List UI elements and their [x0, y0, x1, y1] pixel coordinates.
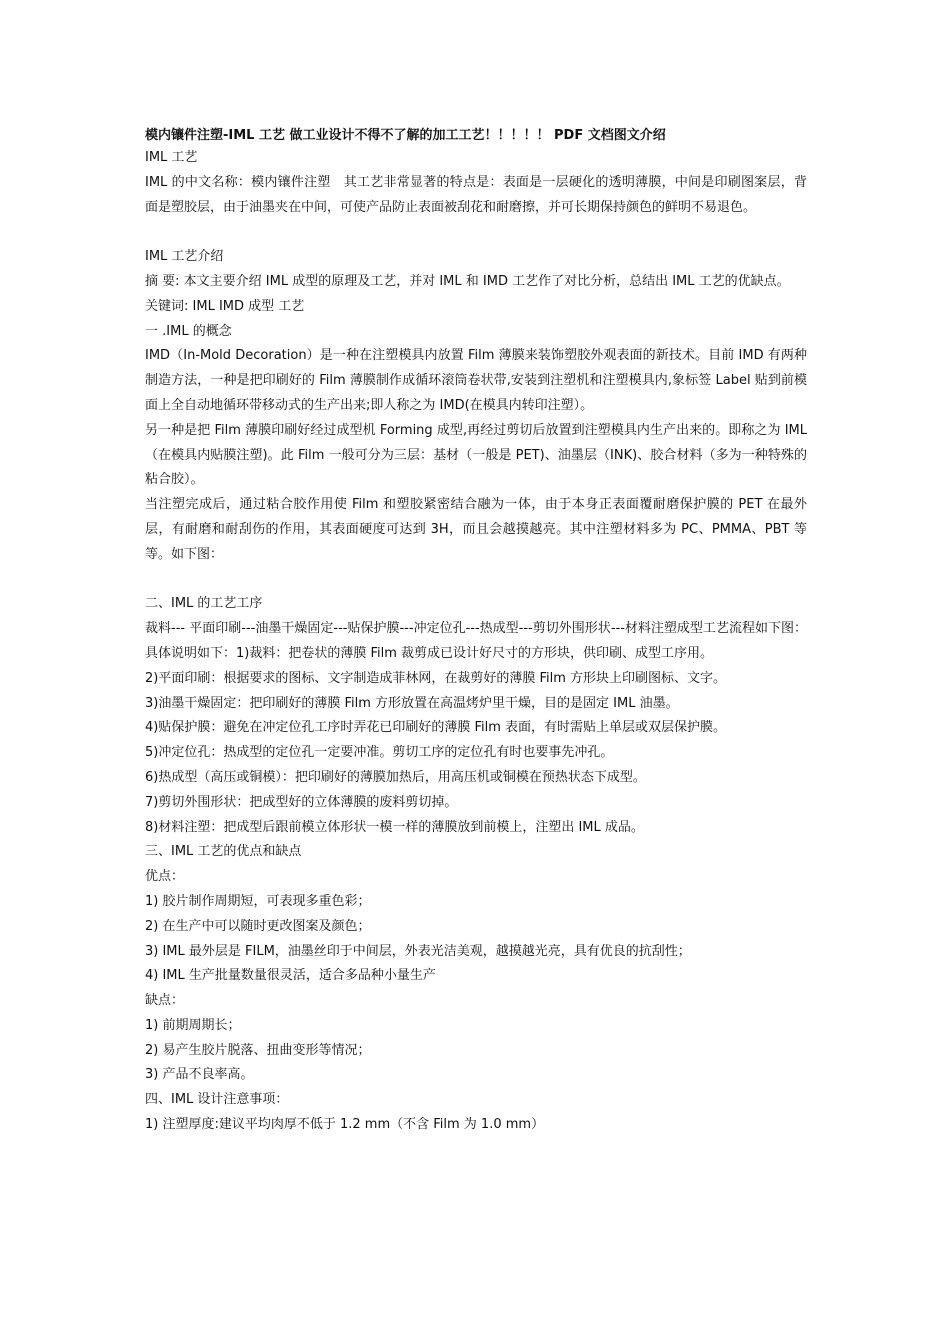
- cons-label: 缺点：: [145, 993, 185, 1009]
- section-heading-iml: IML 工艺: [145, 150, 198, 165]
- pros-cons-heading: 三、IML 工艺的优点和缺点: [145, 844, 302, 860]
- process-step: 8)材料注塑：把成型后跟前模立体形状一模一样的薄膜放到前模上，注塑出 IML 成品。: [145, 819, 644, 835]
- process-step: 5)冲定位孔：热成型的定位孔一定要冲准。剪切工序的定位孔有时也要事先冲孔。: [145, 745, 614, 761]
- bonding-paragraph: 当注塑完成后，通过粘合胶作用使 Film 和塑胶紧密结合融为一体，由于本身正表面覆耐磨保护膜的 PET 在最外层，有耐磨和耐刮伤的作用，其表面硬度可达到 3H，而且会越摸越亮。其中注塑材料多为 PC、PMMA、PBT 等等。如下图：: [145, 497, 807, 562]
- spacer: [145, 220, 807, 245]
- imd-paragraph: IMD（In-Mold Decoration）是一种在注塑模具内放置 Film 薄膜来装饰塑胶外观表面的新技术。目前 IMD 有两种制造方法，一种是把印刷好的 Film 薄膜制作成循环滚筒卷状带,安装到注塑机和注塑模具内,象标签 Label 贴到前模面上全自动地循环带移动式的生产出来;即人称之为 IMD(在模具内转印注塑）。: [145, 348, 807, 413]
- keywords-line: 关键词: IML IMD 成型 工艺: [145, 298, 305, 314]
- process-step: 4)贴保护膜：避免在冲定位孔工序时弄花已印刷好的薄膜 Film 表面，有时需贴上单层或双层保护膜。: [145, 720, 727, 736]
- design-note-item: 1) 注塑厚度:建议平均肉厚不低于 1.2 mm（不含 Film 为 1.0 mm）: [145, 1117, 545, 1133]
- process-step: 7)剪切外围形状：把成型好的立体薄膜的废料剪切掉。: [145, 794, 458, 810]
- concept-heading: 一 .IML 的概念: [145, 323, 232, 339]
- process-step: 裁料--- 平面印刷---油墨干燥固定---贴保护膜---冲定位孔---热成型---剪切外围形状---材料注塑成型工艺流程如下图：具体说明如下：1)裁料：把卷状的薄膜 Film 裁剪成已设计好尺寸的方形块，供印刷、成型工序用。: [145, 621, 807, 661]
- process-step: 6)热成型（高压或铜模）：把印刷好的薄膜加热后，用高压机或铜模在预热状态下成型。: [145, 769, 646, 785]
- cons-item: 2) 易产生胶片脱落、扭曲变形等情况；: [145, 1042, 371, 1058]
- cons-item: 3) 产品不良率高。: [145, 1067, 254, 1083]
- process-step: 2)平面印刷：根据要求的图标、文字制造成菲林网，在裁剪好的薄膜 Film 方形块上印刷图标、文字。: [145, 670, 727, 686]
- iml-method-paragraph: 另一种是把 Film 薄膜印刷好经过成型机 Forming 成型,再经过剪切后放置到注塑模具内生产出来的。即称之为 IML（在模具内贴膜注塑)。此 Film 一般可分为三层：基材（一般是 PET)、油墨层（INK)、胶合材料（多为一种特殊的粘合胶）。: [145, 422, 807, 488]
- iml-definition-paragraph: IML 的中文名称：模内镶件注塑 其工艺非常显著的特点是：表面是一层硬化的透明薄膜，中间是印刷图案层，背面是塑胶层，由于油墨夹在中间，可使产品防止表面被刮花和耐磨擦，并可长期保持颜色的鲜明不易退色。: [145, 174, 807, 215]
- cons-item: 1) 前期周期长；: [145, 1017, 241, 1033]
- pros-item: 2) 在生产中可以随时更改图案及颜色；: [145, 918, 371, 934]
- spacer: [145, 568, 807, 593]
- design-notes-heading: 四、IML 设计注意事项：: [145, 1092, 289, 1108]
- pros-item: 3) IML 最外层是 FILM，油墨丝印于中间层，外表光洁美观，越摸越光亮，具有优良的抗刮性；: [145, 943, 691, 959]
- document-page: [145, 126, 807, 1138]
- abstract-paragraph: 摘 要: 本文主要介绍 IML 成型的原理及工艺，并对 IML 和 IMD 工艺作了对比分析，总结出 IML 工艺的优缺点。: [145, 273, 790, 289]
- pros-item: 4) IML 生产批量数量很灵活，适合多品种小量生产: [145, 968, 436, 984]
- process-step: 3)油墨干燥固定：把印刷好的薄膜 Film 方形放置在高温烤炉里干燥，目的是固定 IML 油墨。: [145, 695, 679, 711]
- pros-label: 优点：: [145, 869, 185, 885]
- document-title: 模内镶件注塑-IML 工艺 做工业设计不得不了解的加工工艺！！！！！ PDF 文档图文介绍: [145, 128, 666, 143]
- section-heading-intro: IML 工艺介绍: [145, 249, 224, 265]
- process-heading: 二、IML 的工艺工序: [145, 596, 263, 612]
- pros-item: 1) 胶片制作周期短，可表现多重色彩；: [145, 893, 371, 909]
